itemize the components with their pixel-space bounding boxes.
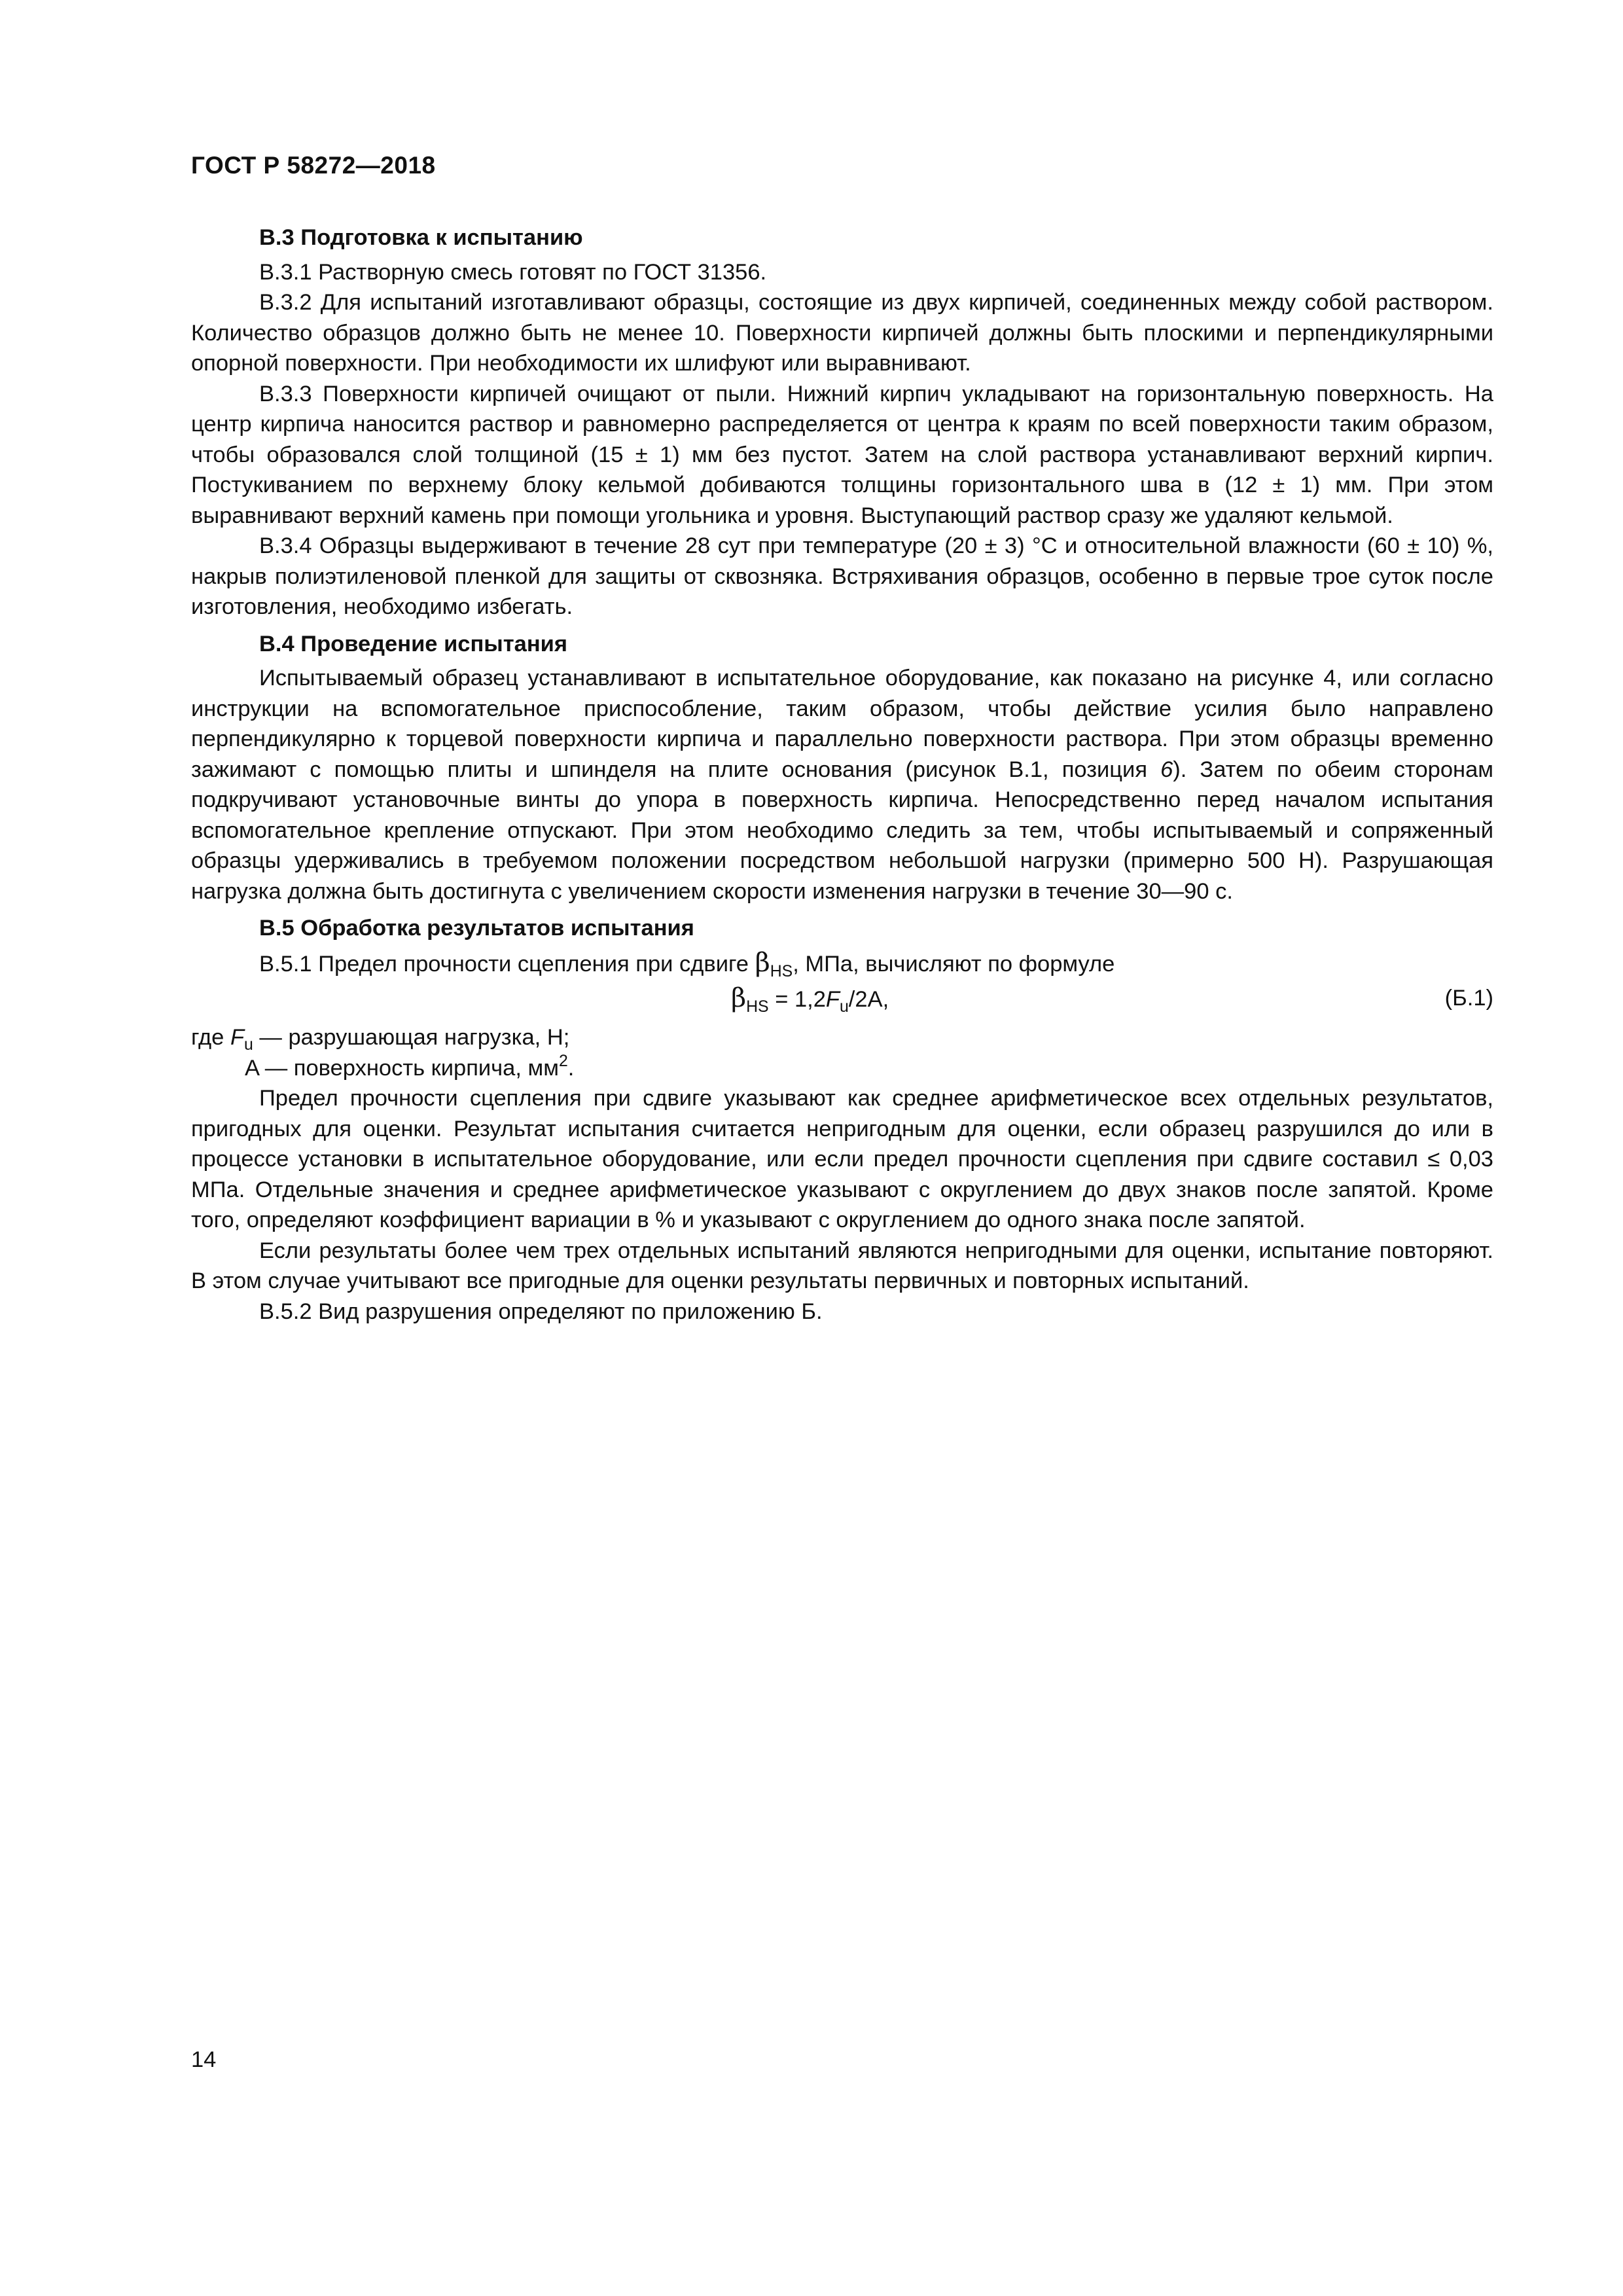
- paragraph-b3-2: В.3.2 Для испытаний изготавливают образцы, состоящие из двух кирпичей, соединенных между собой раствором. Количество образцов должно быть не менее 10. Поверхности кирпичей должны быть плоскими и перпендикулярными опорной поверхности. При необходимости их шлифуют или выравнивают.: [191, 290, 1493, 376]
- formula-f: F: [825, 987, 840, 1012]
- paragraph-b5-3: Если результаты более чем трех отдельных испытаний являются непригодными для оценки, испытание повторяют. В этом случае учитывают все пригодные для оценки результаты первичных и повторных испытаний.: [191, 1238, 1493, 1293]
- paragraph-b5-1-text-b: , МПа, вычисляют по формуле: [793, 951, 1115, 977]
- beta-symbol: β: [755, 947, 770, 978]
- paragraph-b3-4: В.3.4 Образцы выдерживают в течение 28 сут при температуре (20 ± 3) °С и относительной влажности (60 ± 10) %, накрыв полиэтиленовой пленкой для защиты от сквозняка. Встряхивания образцов, особенно в первые трое суток после изготовления, необходимо избегать.: [191, 533, 1493, 619]
- formula: [731, 983, 889, 1015]
- position-number: 6: [1160, 757, 1173, 782]
- document-header: ГОСТ Р 58272—2018: [191, 152, 436, 179]
- where-a-superscript: 2: [558, 1052, 568, 1070]
- where-line-2: [191, 1053, 1493, 1084]
- paragraph-b5-4: В.5.2 Вид разрушения определяют по приложению Б.: [259, 1299, 823, 1324]
- paragraph-b4-1: [191, 663, 1493, 906]
- where-a-end: .: [567, 1055, 575, 1081]
- paragraph-b3-1: В.3.1 Растворную смесь готовят по ГОСТ 31356.: [259, 259, 767, 285]
- paragraph-b5-2: Предел прочности сцепления при сдвиге указывают как среднее арифметическое всех отдельных результатов, пригодных для оценки. Результат испытания считается непригодным для оценки, если образец разрушился до или в процессе установки в испытательное оборудование, или если предел прочности сцепления при сдвиге составил ≤ 0,03 МПа. Отдельные значения и среднее арифметическое указывают с округлением до двух знаков после запятой. Кроме того, определяют коэффициент вариации в % и указывают с округлением до одного знака после запятой.: [191, 1086, 1493, 1232]
- where-a-desc: A — поверхность кирпича, мм: [245, 1055, 559, 1081]
- where-prefix: где: [191, 1025, 230, 1050]
- formula-row: [191, 983, 1493, 1022]
- paragraph-b4-1-text-a: Испытываемый образец устанавливают в испытательное оборудование, как показано на рисунке 4, или согласно инструкции на вспомогательное приспособление, таким образом, чтобы действие усилия было направлено перпендикулярно к торцевой поверхности кирпича и параллельно поверхности раствора. При этом образцы временно зажимают с помощью плиты и шпинделя на плите основания (рисунок В.1, позиция: [191, 666, 1493, 782]
- paragraph-b4-1-text-b: ). Затем по обеим сторонам подкручивают установочные винты до упора в поверхность кирпича. Непосредственно перед началом испытания вспомогательное крепление отпускают. При этом необходимо следить за тем, чтобы испытываемый и сопряженный образцы удерживались в требуемом положении посредством небольшой нагрузки (примерно 500 Н). Разрушающая нагрузка должна быть достигнута с увеличением скорости изменения нагрузки в течение 30—90 с.: [191, 757, 1493, 904]
- section-heading-b5: В.5 Обработка результатов испытания: [259, 916, 694, 941]
- document-body: [191, 223, 1493, 1327]
- where-f-subscript: u: [244, 1036, 253, 1054]
- formula-f-subscript: u: [839, 998, 849, 1016]
- formula-beta-subscript: HS: [746, 998, 769, 1016]
- section-heading-b4: В.4 Проведение испытания: [259, 631, 568, 656]
- where-f-desc: — разрушающая нагрузка, Н;: [253, 1025, 570, 1050]
- formula-beta: β: [731, 983, 747, 1013]
- section-heading-b3: В.3 Подготовка к испытанию: [259, 225, 583, 250]
- paragraph-b5-1: [191, 948, 1493, 980]
- beta-subscript: HS: [770, 962, 793, 980]
- where-line-1: [191, 1022, 1493, 1053]
- formula-equals: = 1,2: [768, 987, 826, 1012]
- formula-number: (Б.1): [1444, 986, 1493, 1011]
- page-number: 14: [191, 2047, 217, 2072]
- where-f: F: [230, 1025, 245, 1050]
- paragraph-b5-1-text-a: В.5.1 Предел прочности сцепления при сдвиге: [259, 951, 755, 977]
- paragraph-b3-3: В.3.3 Поверхности кирпичей очищают от пыли. Нижний кирпич укладывают на горизонтальную поверхность. На центр кирпича наносится раствор и равномерно распределяется от центра к краям по всей поверхности таким образом, чтобы образовался слой толщиной (15 ± 1) мм без пустот. Затем на слой раствора устанавливают верхний кирпич. Постукиванием по верхнему блоку кельмой добиваются толщины горизонтального шва в (12 ± 1) мм. При этом выравнивают верхний камень при помощи угольника и уровня. Выступающий раствор сразу же удаляют кельмой.: [191, 381, 1493, 528]
- formula-rest: /2A,: [848, 987, 889, 1012]
